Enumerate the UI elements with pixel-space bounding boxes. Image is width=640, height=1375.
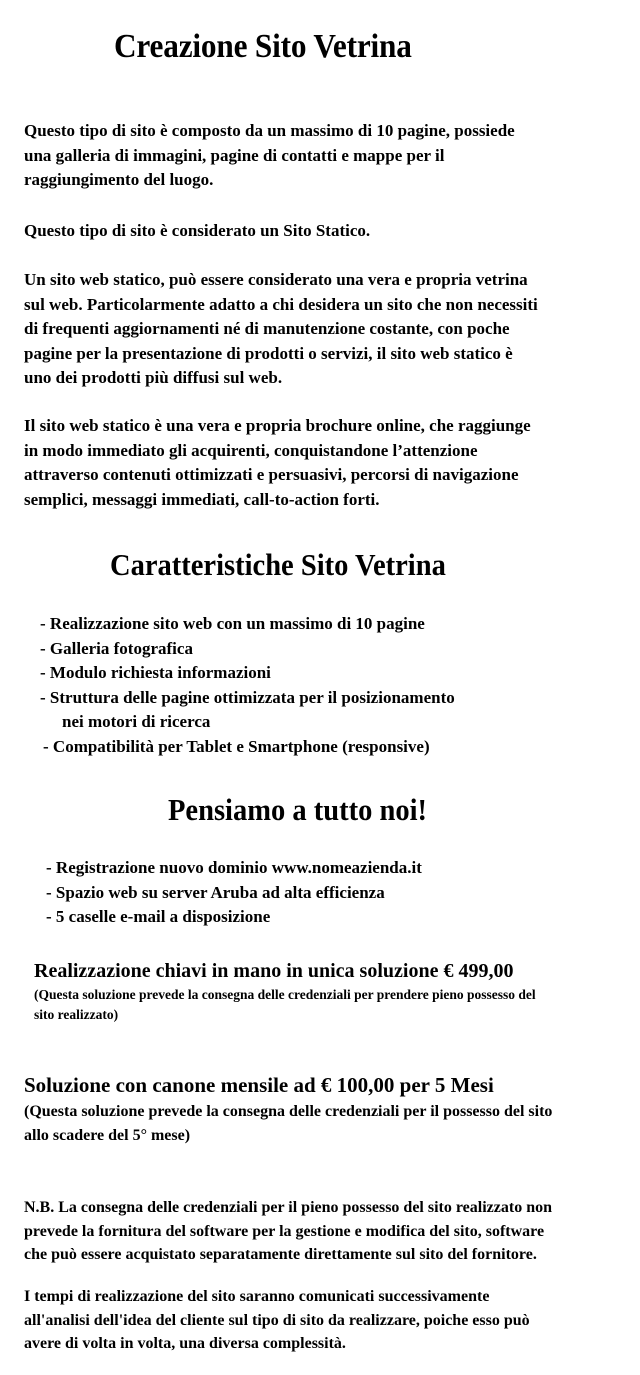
- text-line: sito realizzato): [34, 1007, 119, 1022]
- offer-onetime-title: Realizzazione chiavi in mano in unica soluzione € 499,00: [34, 960, 514, 982]
- text-line: I tempi di realizzazione del sito saranno comunicati successivamente: [24, 1288, 490, 1305]
- list-item: - 5 caselle e-mail a disposizione: [46, 907, 271, 926]
- text-line: uno dei prodotti più diffusi sul web.: [24, 368, 283, 387]
- text-line: di frequenti aggiornamenti né di manutenzione costante, con poche: [24, 319, 510, 338]
- text-line: Un sito web statico, può essere considerato una vera e propria vetrina: [24, 270, 528, 289]
- list-item: - Registrazione nuovo dominio www.nomeazienda.it: [46, 858, 422, 877]
- text-line: prevede la fornitura del software per la gestione e modifica del sito, software: [24, 1222, 545, 1240]
- offer-onetime-note: [34, 985, 536, 1025]
- text-line: N.B. La consegna delle credenziali per il pieno possesso del sito realizzato non: [24, 1199, 552, 1216]
- text-line: (Questa soluzione prevede la consegna delle credenziali per prendere pieno possesso del: [34, 987, 536, 1002]
- text-line: in modo immediato gli acquirenti, conquistandone l’attenzione: [24, 440, 478, 460]
- text-line: avere di volta in volta, una diversa complessità.: [24, 1335, 346, 1352]
- text-line: Questo tipo di sito è considerato un Sito Statico.: [24, 221, 371, 240]
- list-item: - Compatibilità per Tablet e Smartphone (responsive): [43, 736, 430, 756]
- offer-monthly-title: Soluzione con canone mensile ad € 100,00 per 5 Mesi: [24, 1073, 494, 1097]
- timing-footnote: [24, 1285, 530, 1356]
- text-line: raggiungimento del luogo.: [24, 170, 214, 189]
- nb-footnote: [24, 1196, 552, 1267]
- included-list: [46, 856, 422, 930]
- list-item: - Realizzazione sito web con un massimo di 10 pagine: [40, 614, 425, 633]
- text-line: attraverso contenuti ottimizzati e persuasivi, percorsi di navigazione: [24, 465, 519, 484]
- list-item: - Galleria fotografica: [40, 638, 193, 658]
- offer-monthly-note: [24, 1100, 552, 1147]
- intro-paragraph-2: [24, 219, 370, 244]
- text-line: allo scadere del 5° mese): [24, 1126, 191, 1144]
- intro-paragraph-4: [24, 414, 531, 512]
- list-item: - Struttura delle pagine ottimizzata per il posizionamento: [40, 687, 455, 707]
- features-heading: Caratteristiche Sito Vetrina: [110, 547, 446, 582]
- list-item-continuation: nei motori di ricerca: [62, 712, 211, 731]
- text-line: sul web. Particolarmente adatto a chi desidera un sito che non necessiti: [24, 294, 538, 314]
- included-heading: Pensiamo a tutto noi!: [168, 792, 428, 827]
- text-line: all'analisi dell'idea del cliente sul tipo di sito da realizzare, poiche esso può: [24, 1311, 530, 1329]
- intro-paragraph-1: [24, 119, 515, 193]
- text-line: Il sito web statico è una vera e propria brochure online, che raggiunge: [24, 416, 531, 435]
- list-item: - Spazio web su server Aruba ad alta efficienza: [46, 882, 385, 902]
- list-item: - Modulo richiesta informazioni: [40, 663, 271, 682]
- text-line: semplici, messaggi immediati, call-to-action forti.: [24, 489, 380, 509]
- text-line: che può essere acquistato separatamente direttamente sul sito del fornitore.: [24, 1246, 537, 1263]
- text-line: una galleria di immagini, pagine di contatti e mappe per il: [24, 145, 445, 165]
- page-title: Creazione Sito Vetrina: [114, 28, 412, 65]
- text-line: Questo tipo di sito è composto da un massimo di 10 pagine, possiede: [24, 121, 515, 140]
- intro-paragraph-3: [24, 268, 538, 391]
- features-list: [40, 612, 455, 759]
- text-line: pagine per la presentazione di prodotti o servizi, il sito web statico è: [24, 343, 513, 363]
- text-line: (Questa soluzione prevede la consegna delle credenziali per il possesso del sito: [24, 1103, 553, 1120]
